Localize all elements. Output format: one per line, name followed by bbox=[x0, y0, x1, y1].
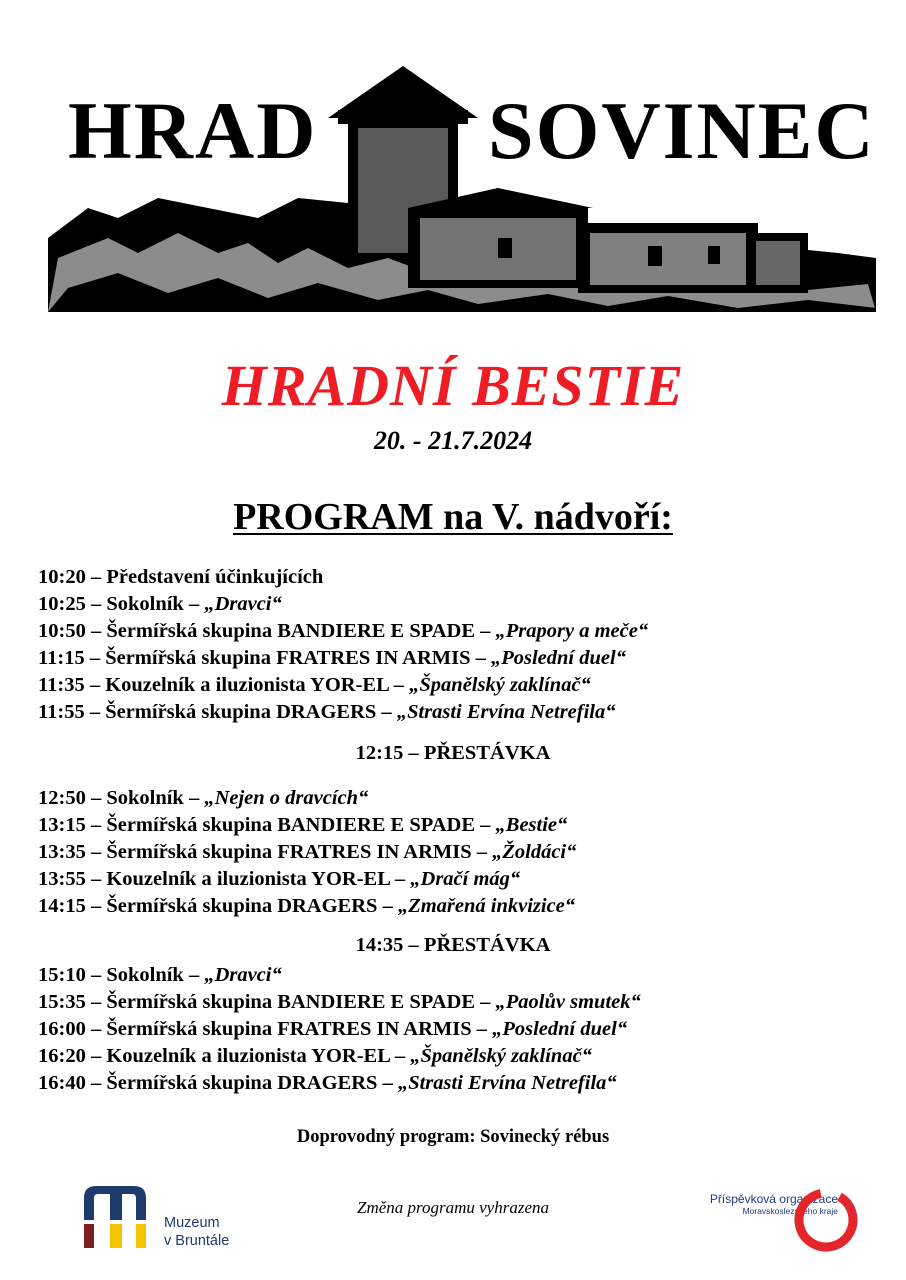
program-row: 10:50 – Šermířská skupina BANDIERE E SPADE – „Prapory a meče“ bbox=[38, 620, 649, 642]
museum-name-line2: v Bruntále bbox=[164, 1233, 230, 1249]
program-block-3 bbox=[38, 962, 878, 1097]
program-block-2 bbox=[38, 785, 878, 920]
region-logo bbox=[700, 1186, 870, 1256]
event-dates: 20. - 21.7.2024 bbox=[373, 426, 533, 455]
program-row: 11:35 – Kouzelník a iluzionista YOR-EL – „Španělský zaklínač“ bbox=[38, 674, 591, 696]
museum-m-icon bbox=[80, 1180, 150, 1250]
museum-name-line1: Muzeum bbox=[164, 1215, 220, 1231]
program-row: 10:25 – Sokolník – „Dravci“ bbox=[38, 593, 282, 615]
program-heading bbox=[0, 493, 906, 541]
program-row: 12:50 – Sokolník – „Nejen o dravcích“ bbox=[38, 787, 369, 809]
program-row: 16:40 – Šermířská skupina DRAGERS – „Strasti Ervína Netrefila“ bbox=[38, 1072, 617, 1094]
program-row: 10:20 – Představení účinkujících bbox=[38, 566, 324, 588]
header-word-hrad: HRAD bbox=[68, 85, 318, 176]
program-row: 15:10 – Sokolník – „Dravci“ bbox=[38, 964, 282, 986]
museum-name bbox=[164, 1214, 264, 1250]
region-org-line2: Moravskoslezského kraje bbox=[742, 1206, 838, 1216]
program-row: 13:15 – Šermířská skupina BANDIERE E SPADE – „Bestie“ bbox=[38, 814, 568, 836]
museum-logo bbox=[80, 1180, 260, 1252]
program-row: 16:00 – Šermířská skupina FRATRES IN ARMIS – „Poslední duel“ bbox=[38, 1018, 628, 1040]
region-org-line1: Příspěvková organizace bbox=[709, 1192, 838, 1206]
program-heading-text: PROGRAM na V. nádvoří: bbox=[233, 496, 673, 538]
program-row: 14:15 – Šermířská skupina DRAGERS – „Zmařená inkvizice“ bbox=[38, 895, 576, 917]
event-title: HRADNÍ BESTIE bbox=[221, 353, 685, 418]
castle-header-image bbox=[48, 58, 876, 312]
header-word-sovinec: SOVINEC bbox=[488, 85, 876, 176]
change-note: Změna programu vyhrazena bbox=[356, 1198, 550, 1217]
break-1: 12:15 – PŘESTÁVKA bbox=[355, 742, 551, 764]
program-row: 11:55 – Šermířská skupina DRAGERS – „Strasti Ervína Netrefila“ bbox=[38, 701, 616, 723]
program-row: 13:35 – Šermířská skupina FRATRES IN ARMIS – „Žoldáci“ bbox=[38, 841, 577, 863]
accompanying-program: Doprovodný program: Sovinecký rébus bbox=[296, 1127, 610, 1147]
program-row: 11:15 – Šermířská skupina FRATRES IN ARMIS – „Poslední duel“ bbox=[38, 647, 626, 669]
break-2: 14:35 – PŘESTÁVKA bbox=[355, 934, 551, 956]
region-ring-icon bbox=[792, 1186, 860, 1254]
program-row: 16:20 – Kouzelník a iluzionista YOR-EL – „Španělský zaklínač“ bbox=[38, 1045, 592, 1067]
program-row: 13:55 – Kouzelník a iluzionista YOR-EL – „Dračí mág“ bbox=[38, 868, 521, 890]
program-block-1 bbox=[38, 564, 878, 726]
program-row: 15:35 – Šermířská skupina BANDIERE E SPADE – „Paolův smutek“ bbox=[38, 991, 641, 1013]
